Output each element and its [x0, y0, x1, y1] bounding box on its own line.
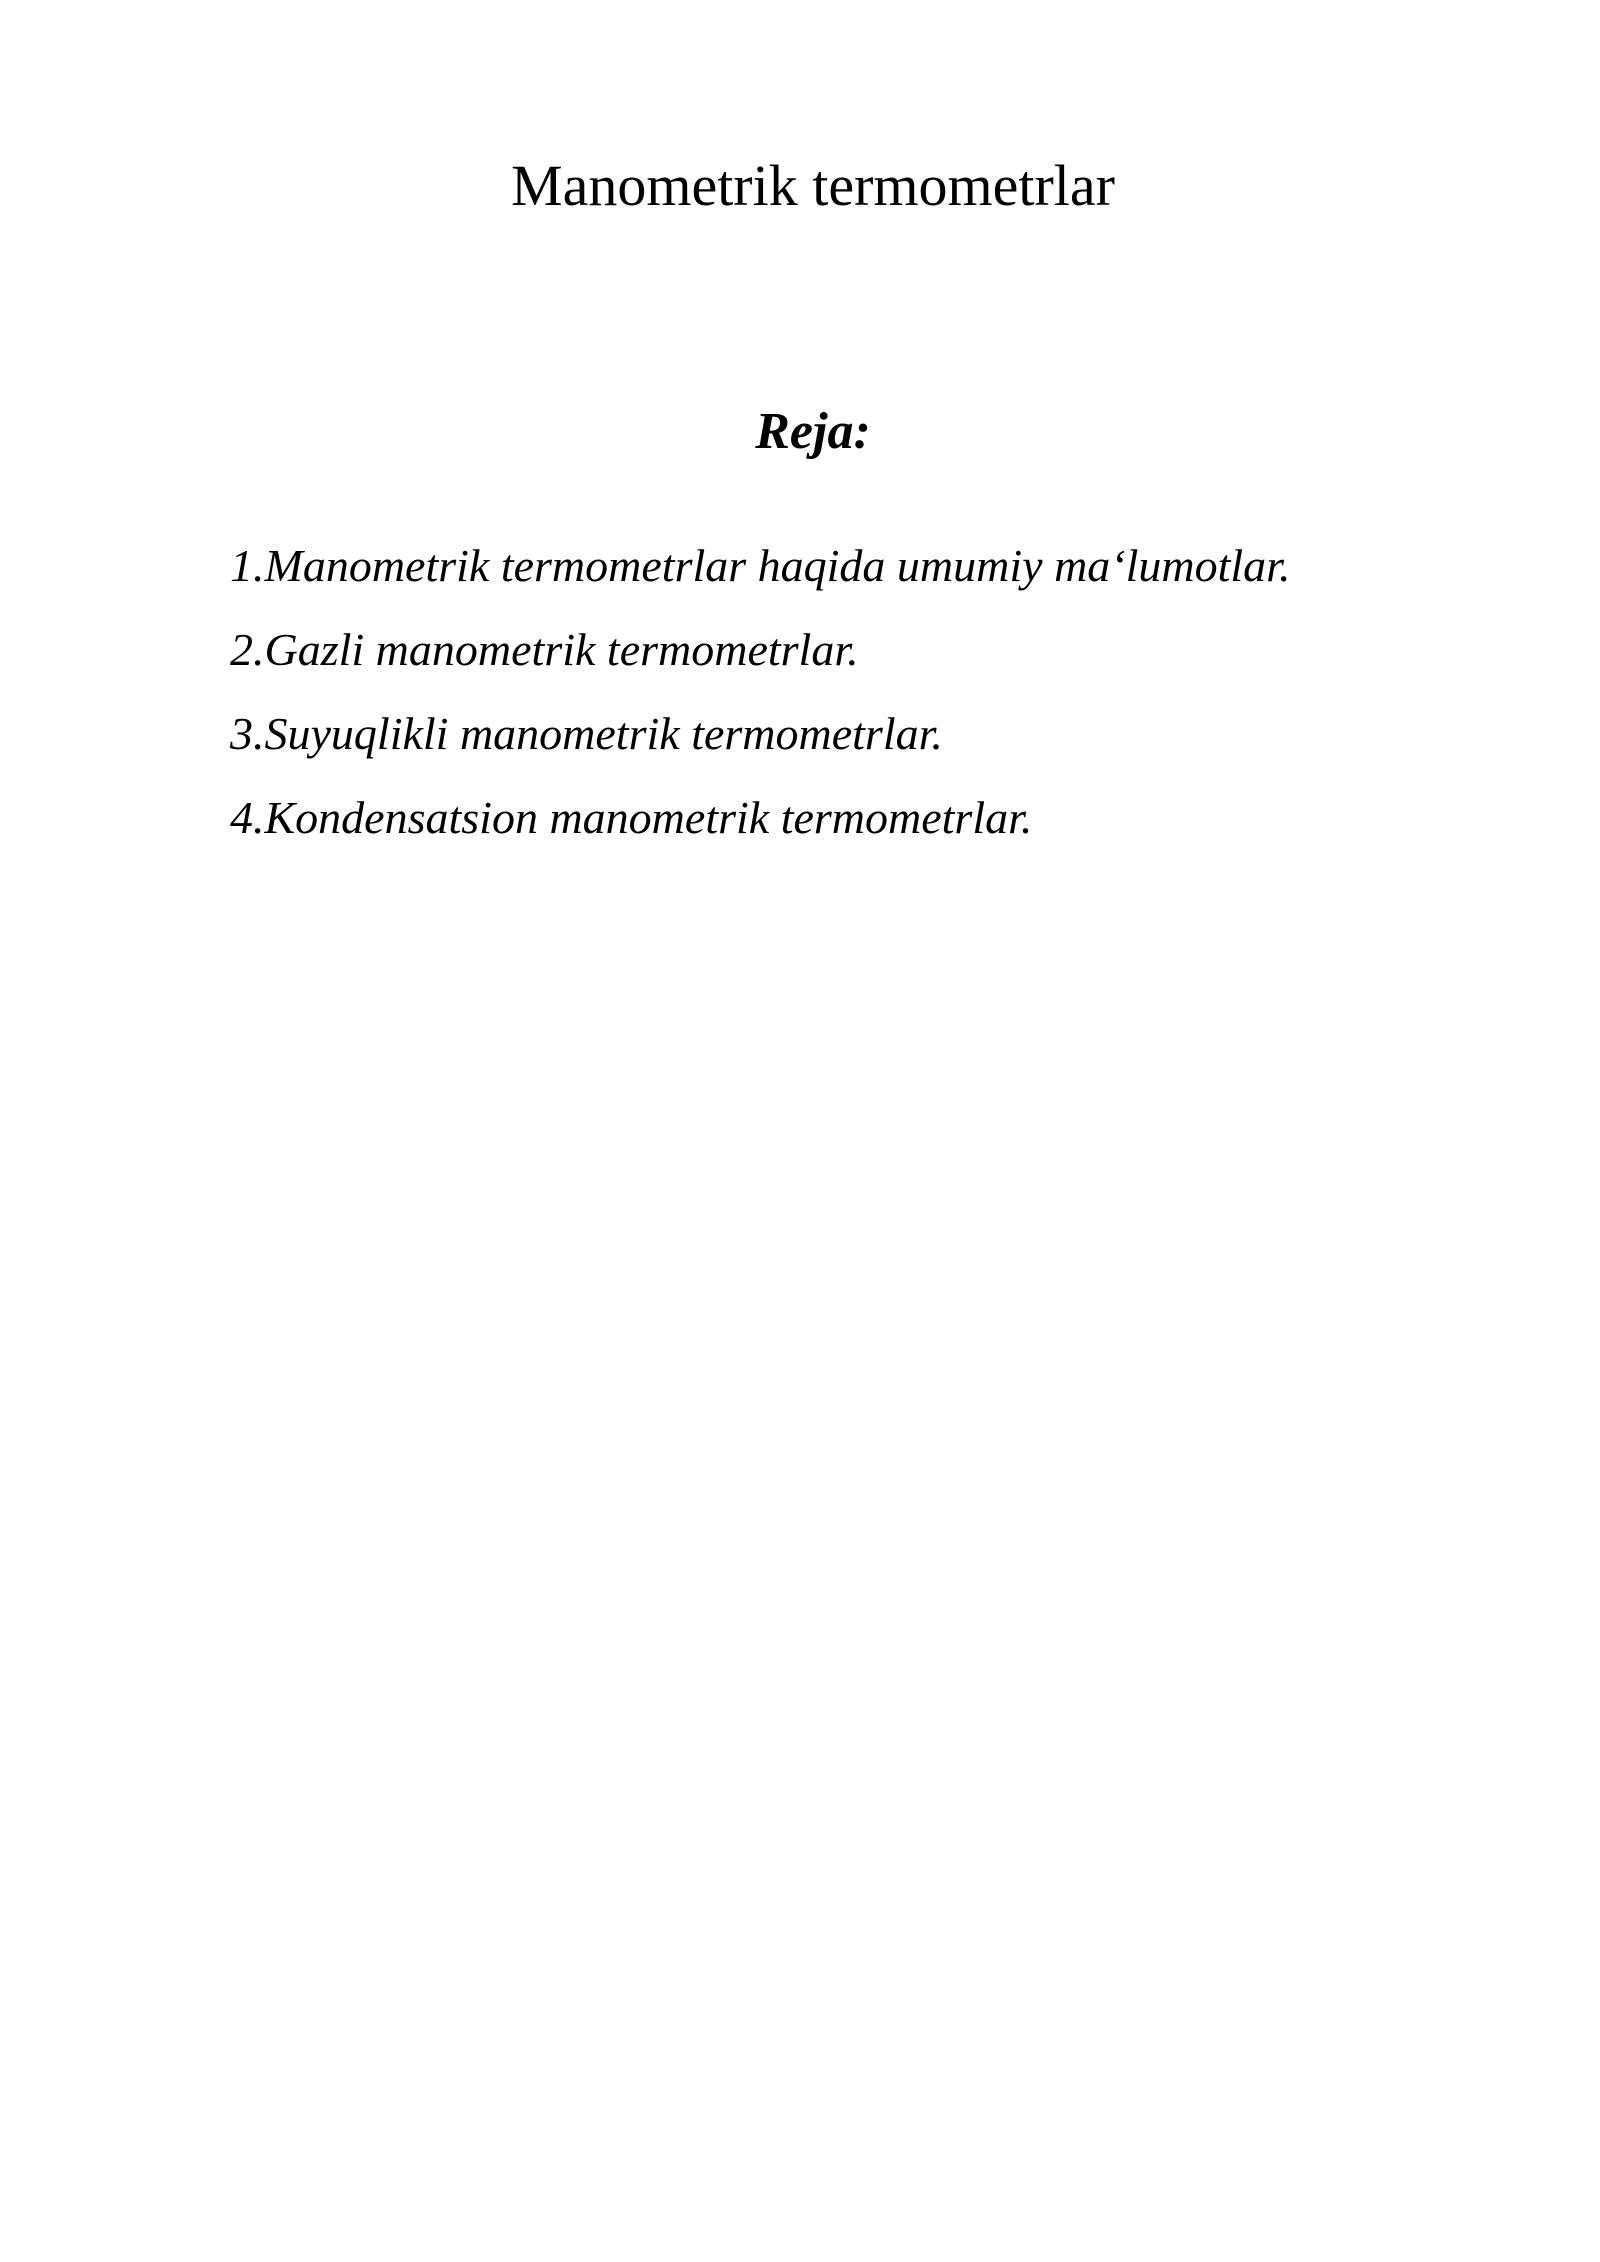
- plan-item: 4.Kondensatsion manometrik termometrlar.: [230, 792, 1033, 843]
- plan-item: 1.Manometrik termometrlar haqida umumiy ma‘lumotlar.: [230, 540, 1291, 591]
- plan-item: 3.Suyuqlikli manometrik termometrlar.: [230, 708, 943, 759]
- plan-list: [230, 536, 1290, 872]
- plan-heading: Reja:: [755, 403, 871, 460]
- plan-item: 2.Gazli manometrik termometrlar.: [230, 624, 859, 675]
- document-title: Manometrik termometrlar: [511, 153, 1115, 218]
